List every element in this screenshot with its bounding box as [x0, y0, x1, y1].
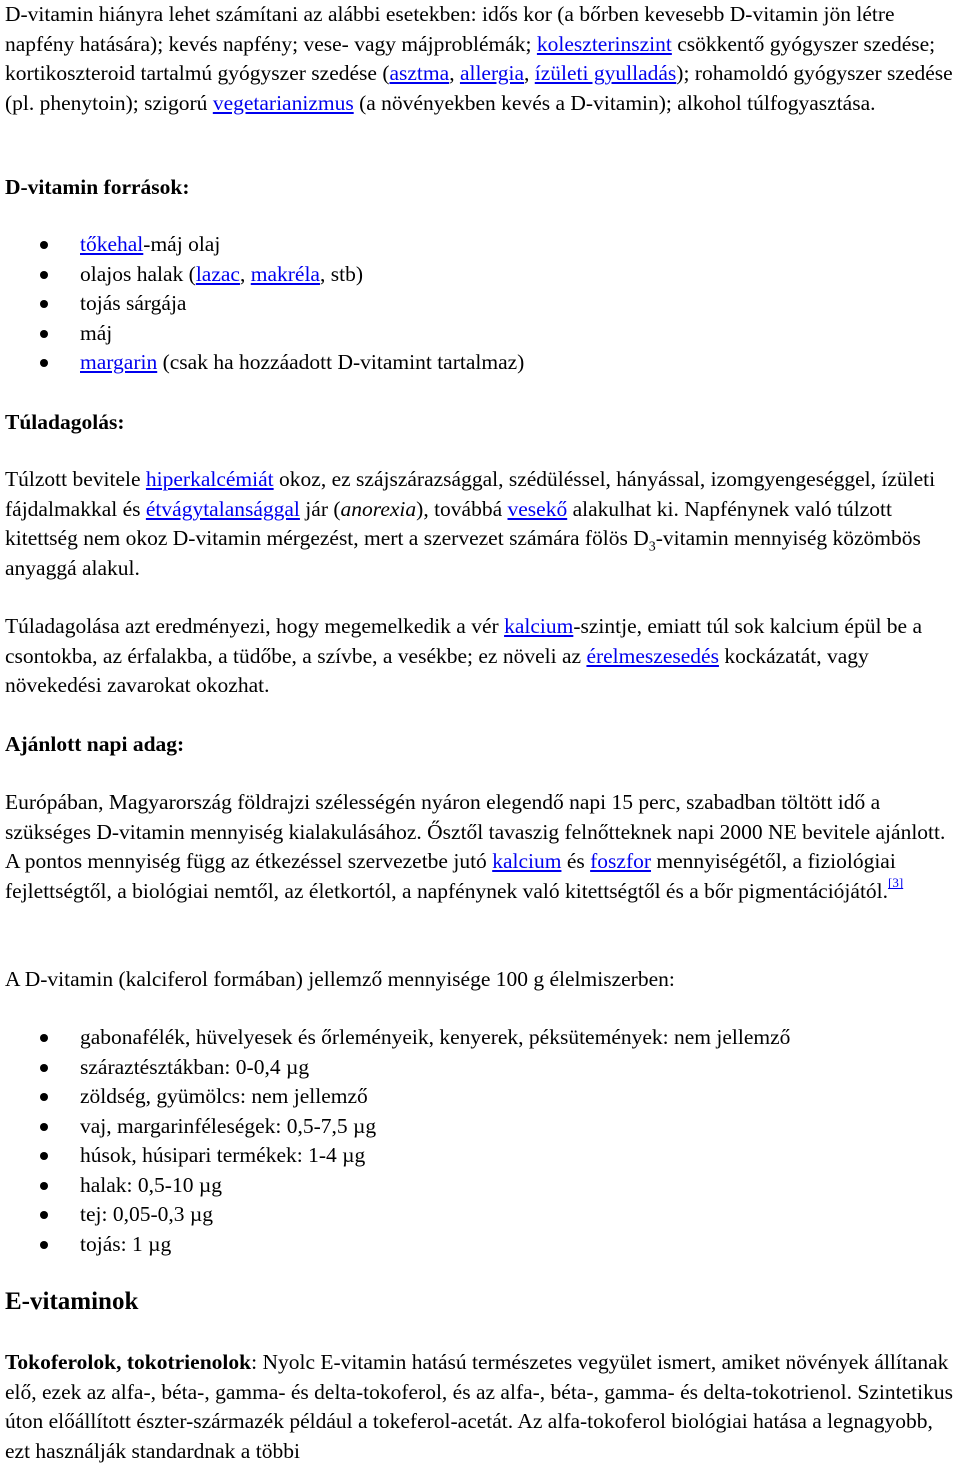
- reference-link[interactable]: [3]: [888, 875, 904, 891]
- link-vegetarianizmus[interactable]: vegetarianizmus: [212, 90, 354, 115]
- link-kalcium[interactable]: kalcium: [504, 614, 574, 638]
- list-item: húsok, húsipari termékek: 1-4 µg: [0, 1141, 790, 1171]
- link-koleszterinszint[interactable]: koleszterinszint: [536, 31, 672, 56]
- list-item: máj: [0, 319, 524, 349]
- link-lazac[interactable]: lazac: [195, 261, 240, 286]
- amounts-list: [0, 1023, 790, 1259]
- link-allergia[interactable]: allergia: [459, 61, 525, 85]
- link-foszfor[interactable]: foszfor: [590, 849, 652, 873]
- link-asztma[interactable]: asztma: [389, 61, 450, 85]
- list-item: vaj, margarinféleségek: 0,5-7,5 µg: [0, 1112, 790, 1142]
- overdose-paragraph-1: Túlzott bevitele hiperkalcémiát okoz, ez szájszárazsággal, szédüléssel, hányással, izomgyengeséggel, ízületi fájdalmakkal és étvágytalansággal jár (anorexia), továbbá vesekő alakulhat ki. Napfénynek való túlzott kitettség nem okoz D-vitamin mérgezést, mert a szervezet számára fölös $D_3$-vitamin mennyiség közömbös anyaggá alakul.: [5, 467, 936, 580]
- link-erelmeszesedes[interactable]: érelmeszesedés: [586, 643, 719, 668]
- link-etvagytalansag[interactable]: étvágytalansággal: [145, 496, 300, 521]
- list-item: tőkehal-máj olaj: [0, 230, 524, 260]
- link-izuleti-gyulladas[interactable]: ízületi gyulladás: [534, 61, 677, 85]
- list-item: gabonafélék, hüvelyesek és őrleményeik, kenyerek, péksütemények: nem jellemző: [0, 1023, 790, 1053]
- link-makrela[interactable]: makréla: [250, 261, 320, 286]
- e-vitamin-heading: E-vitaminok: [5, 1288, 139, 1315]
- tokoferol-term: Tokoferolok, tokotrienolok: [5, 1350, 252, 1374]
- link-margarin[interactable]: margarin: [80, 350, 158, 374]
- list-item: zöldség, gyümölcs: nem jellemző: [0, 1082, 790, 1112]
- link-hiperkalcemia[interactable]: hiperkalcémiát: [145, 467, 274, 491]
- list-item: tojás sárgája: [0, 289, 524, 319]
- link-veseko[interactable]: vesekő: [507, 496, 568, 521]
- link-kalcium-2[interactable]: kalcium: [492, 849, 562, 873]
- list-item: tej: 0,05-0,3 µg: [0, 1200, 790, 1230]
- list-item: margarin (csak ha hozzáadott D-vitamint tartalmaz): [0, 348, 524, 378]
- overdose-heading: Túladagolás:: [5, 410, 125, 434]
- list-item: olajos halak (lazac, makréla, stb): [0, 260, 524, 290]
- list-item: száraztésztákban: 0-0,4 µg: [0, 1053, 790, 1083]
- daily-dose-paragraph: Európában, Magyarország földrajzi szélességén nyáron elegendő napi 15 perc, szabadban töltött idő a szükséges D-vitamin mennyiség kialakulásához. Ősztől tavaszig felnőtteknek napi 2000 NE bevitele ajánlott. A pontos mennyiség függ az étkezéssel szervezetbe jutó kalcium és foszfor mennyiségétől, a fiziológiai fejlettségtől, a biológiai nemtől, az életkortól, a napfénynek való kitettségtől és a bőr pigmentációjától.[3]: [5, 790, 946, 903]
- list-item: tojás: 1 µg: [0, 1230, 790, 1260]
- intro-paragraph: D-vitamin hiányra lehet számítani az alábbi esetekben: idős kor (a bőrben kevesebb D-vitamin jön létre napfény hatására); kevés napfény; vese- vagy májproblémák; koleszterinszint csökkentő gyógyszer szedése; kortikoszteroid tartalmú gyógyszer szedése (asztma, allergia, ízületi gyulladás); rohamoldó gyógyszer szedése (pl. phenytoin); szigorú vegetarianizmus (a növényekben kevés a D-vitamin); alkohol túlfogyasztása.: [5, 2, 953, 115]
- sources-heading: D-vitamin források:: [5, 175, 190, 199]
- amounts-intro: A D-vitamin (kalciferol formában) jellemző mennyisége 100 g élelmiszerben:: [5, 967, 675, 991]
- e-vitamin-paragraph: Tokoferolok, tokotrienolok: Nyolc E-vitamin hatású természetes vegyület ismert, amiket növények állítanak elő, ezek az alfa-, béta-, gamma- és delta-tokoferol, és az alfa-, béta-, gamma- és delta-tokotrienol. Szintetikus úton előállított észter-származék például a tokeferol-acetát. Az alfa-tokoferol biológiai hatása a legnagyobb, ezt használják standardnak a többi: [5, 1350, 953, 1463]
- list-item: halak: 0,5-10 µg: [0, 1171, 790, 1201]
- sources-list: [0, 230, 524, 378]
- link-tokehal[interactable]: tőkehal: [80, 232, 144, 256]
- overdose-paragraph-2: Túladagolása azt eredményezi, hogy megemelkedik a vér kalcium-szintje, emiatt túl sok kalcium épül be a csontokba, az érfalakba, a tüdőbe, a szívbe, a vesékbe; ez növeli az érelmeszesedés kockázatát, vagy növekedési zavarokat okozhat.: [5, 614, 923, 697]
- daily-dose-heading: Ajánlott napi adag:: [5, 732, 185, 756]
